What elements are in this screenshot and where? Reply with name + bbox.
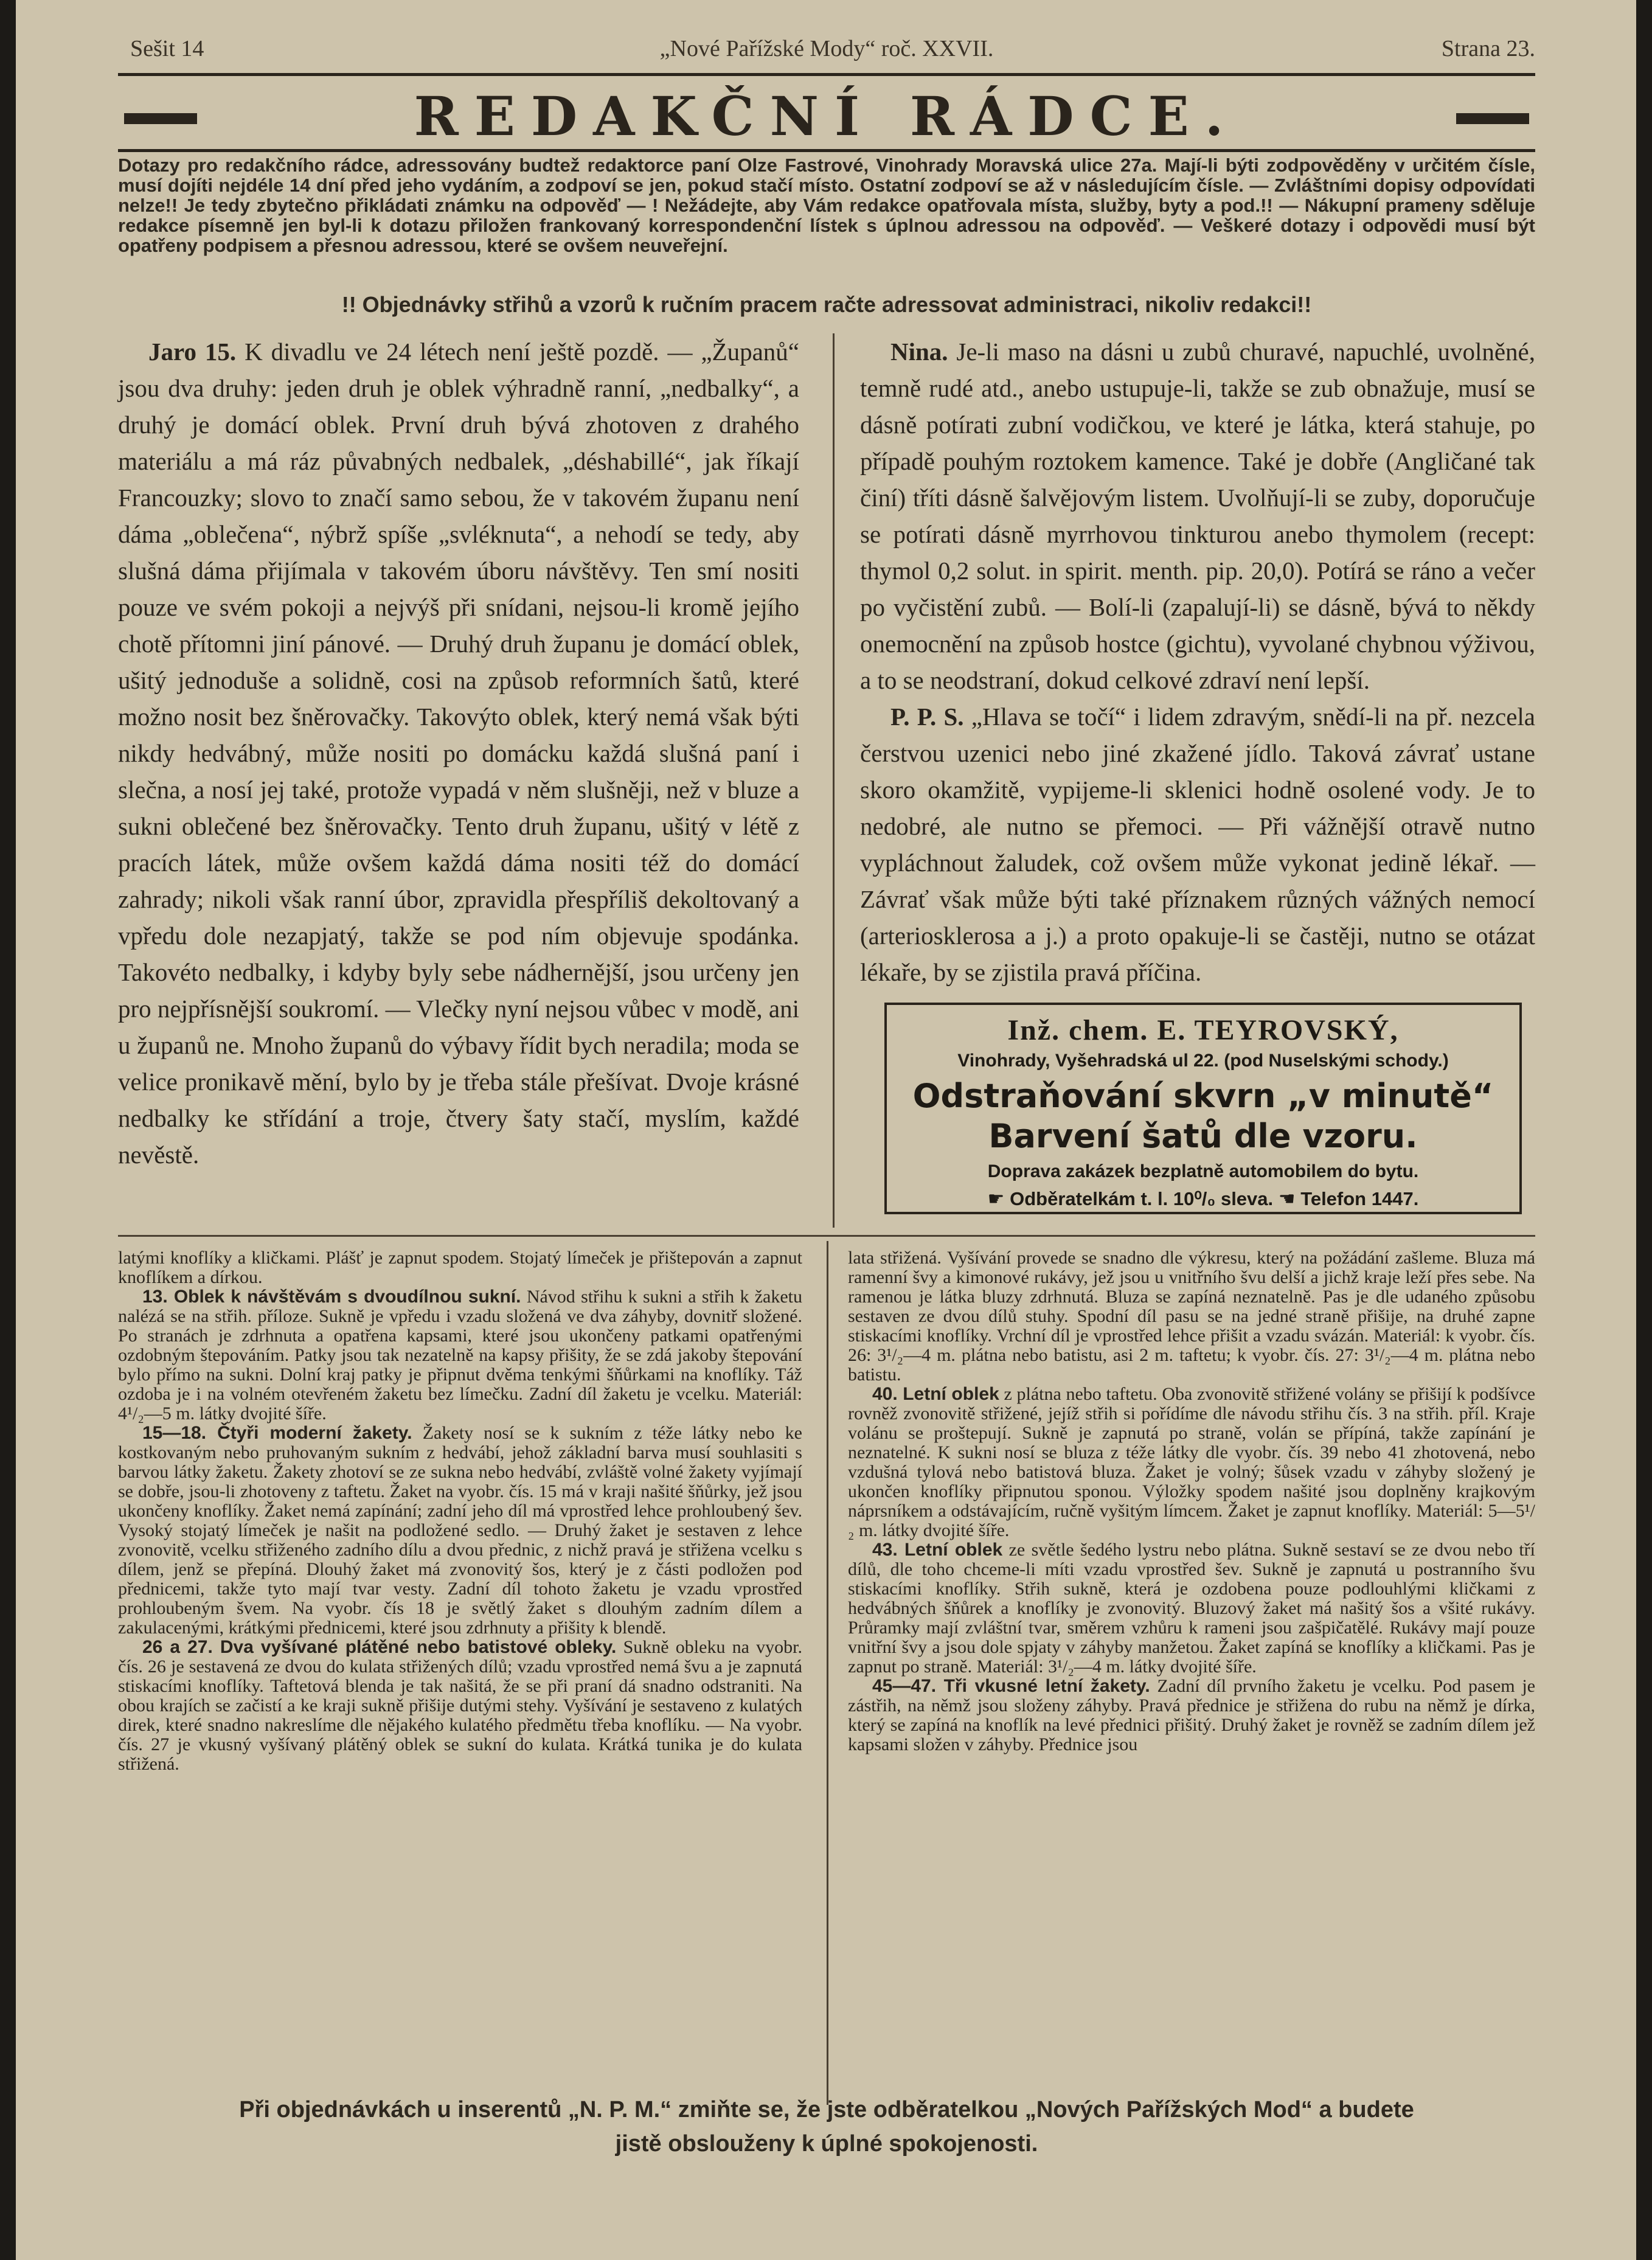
pattern-lead: 26 a 27. Dva vyšívané plátěné nebo batistové obleky.: [142, 1637, 617, 1657]
title-dash-right: ▬▬: [1456, 91, 1529, 132]
answer-text: K divadlu ve 24 létech není ještě pozdě. — „Županů“ jsou dva druhy: jeden druh je oblek výhradně ranní, „nedbalky“, a druhý je domácí oblek. První druh bývá zhotoven z drahého materiálu a má ráz půvabných nedbalek, „déshabillé“, jak říkají Francouzky; slovo to značí samo sebou, že v takovém županu není dáma „oblečena“, nýbrž spíše „svléknuta“, a nehodí se tedy, aby slušná dáma přijímala v takovém úboru návštěvy. Ten smí nositi pouze ve svém pokoji a nejvýš při snídani, nejsou-li kromě jejího chotě přítomni jiní pánové. — Druhý druh županu je domácí oblek, ušitý jednoduše a solidně, cosi na způsob reformních šatů, které možno nosit bez šněrovačky. Takovýto oblek, který nemá však býti nikdy hedvábný, může nositi po domácku každá slušná paní i slečna, a nosí jej také, protože vypadá v něm slušněji, než v bluze a sukni oblečené bez šněrovačky. Tento druh županu, ušitý v létě z pracích látek, může ovšem každá dáma nositi též do domácí zahrady; nikoli však ranní úbor, zpravidla přespříliš dekoltovaný a vpředu dole nezapjatý, takže se pod ním objevuje spodánka. Takovéto nedbalky, i kdyby byly sebe nádhernější, jsou určeny jen pro nejpřísnější soukromí. — Vlečky nyní nejsou vůbec v modě, ani u županů ne. Mnoho županů do výbavy řídit bych neradila; moda se velice pronikavě mění, bylo by je třeba stále přešívat. Dvoje krásné nedbalky ke střídání a troje, čtvery šaty stačí, myslím, každé nevěstě.: [118, 338, 800, 1169]
answer-jaro: [118, 333, 799, 1173]
pattern-26-27: [118, 1638, 802, 1774]
pattern-lead: 13. Oblek k návštěvám s dvoudílnou sukní.: [142, 1287, 521, 1307]
ad-headline-stains: Odstraňování skvrn „v minutě“: [912, 1077, 1494, 1115]
column-divider: [827, 1241, 828, 2105]
ad-phone: Telefon 1447.: [1300, 1188, 1419, 1209]
title-dash-left: ▬▬: [124, 91, 197, 132]
horizontal-divider: [118, 1235, 1535, 1237]
pattern-lead: 40. Letní oblek: [872, 1384, 999, 1404]
ad-footer: [887, 1188, 1519, 1210]
pointing-hand-icon: ☛: [987, 1188, 1005, 1210]
pattern-40: [848, 1385, 1535, 1540]
answer-lead: Jaro 15.: [148, 338, 237, 366]
pattern-text: lata střižená. Vyšívání provede se snadno dle výkresu, který na požádání zašleme. Bluza má ramenní švy a kimonové rukávy, jež jsou u vnitřního švu delší a jichž kraje leží přes sebe. Na ramenou je látka bluzy zdrhnutá. Bluza se zapíná neznatelně. Pas je dle udaného způsobu sestaven ze dvou dílů stuhy. Spodní díl pasu se na jedné straně přišije, na druhé zapne stiskacími knoflíky. Vrchní díl je vprostřed lehce přišit a vzadu svázán. Materiál: k vyobr. čís. 26: 3¹/₂—4 m. plátna nebo batistu, asi 2 m. taftetu; k vyobr. čís. 27: 3¹/₂—4 m. plátna nebo batistu.: [848, 1248, 1535, 1385]
ad-company-name: Inž. chem. E. TEYROVSKÝ,: [1007, 1014, 1399, 1046]
answer-column-left: [118, 333, 799, 1173]
pattern-text: z plátna nebo taftetu. Oba zvonovitě střižené volány se přišijí k podšívce rovněž zvonovitě střižené, jejíž střih si pořídíme dle návodu střihu čís. 3 na střih. příl. Kraje volánu se proštepují. Sukně je zapnutá po straně, volán se přípíná, takže zapínání je neznatelné. K sukni nosí se bluza z téže látky dle vyobr. čís. 39 nebo 41 zhotovená, nebo vzdušná tylová nebo batistová bluza. Žaket je volný; šůsek vzadu v záhyby složený je ukončen knoflíky připnutou sponou. Výložky spodem našité jsou doplněny krajkovým náprsníkem a odstávajícím, ručně vyšitým límcem. Žaket je zapnut knoflíky. Materiál: 5—5¹/₂ m. látky dvojité šíře.: [848, 1384, 1536, 1540]
pattern-15-18: [118, 1424, 802, 1638]
running-header: [118, 35, 1535, 67]
ad-delivery: Doprava zakázek bezplatně automobilem do bytu.: [987, 1161, 1419, 1181]
column-divider: [833, 333, 835, 1228]
pattern-text: Návod střihu k sukni a střih k žaketu nalézá se na střih. příloze. Sukně je vpředu i vzadu složená ve dva záhyby, dovnitř složené. Po stranách je zdrhnuta a opatřena kapsami, které jsou ukončeny patkami opatřenými ozdobným štepováním. Patky jsou tak nezatelně na kapsy přišity, že se zdá jakoby štepování bylo přímo na sukni. Dolní kraj patky je připnut dvěma tenkými šňůrkami na knoflíky. Táž ozdoba je i na volném otevřeném žaketu bez límečku. Zadní díl žaketu je vcelku. Materiál: 4¹/₂—5 m. látky dvojité šíře.: [118, 1287, 802, 1424]
pattern-lead: 45—47. Tři vkusné letní žakety.: [872, 1676, 1150, 1696]
page-content: [118, 0, 1535, 2260]
answer-text: Je-li maso na dásni u zubů churavé, napuchlé, uvolněné, temně rudé atd., anebo ustupuje-li, takže se zub obnažuje, musí se dásně potírati zubní vodičkou, ve které je látka, která stahuje, po případě pouhým roztokem kamence. Také je dobře (Angličané tak činí) tříti dásně šalvějovým listem. Uvolňují-li se zuby, doporučuje se potírati dásně myrrhovou tinkturou anebo thymolem (recept: thymol 0,2 solut. in spirit. menth. pip. 20,0). Potírá se ráno a večer po vyčistění zubů. — Bolí-li (zapalují-li) se dásně, bývá to někdy onemocnění na způsob hostce (gichtu), vyvolané chybnou výživou, a to se neodstraní, dokud celkové zdraví není lepší.: [860, 338, 1536, 694]
pattern-43: [848, 1540, 1535, 1677]
editorial-notice: Dotazy pro redakčního rádce, adressovány budtež redaktorce paní Olze Fastrové, Vinohrady Moravská ulice 27a. Mají-li býti zodpověděny v určitém čísle, musí dojíti nejdéle 14 dní před jeho vydáním, a zodpoví se jen, pokud stačí místo. Ostatní zodpoví se až v následujícím čísle. — Zvláštními dopisy odpovídati nelze!! Je tedy zbytečno přikládati známku na odpověď — ! Nežádejte, aby Vám redakce opatřovala místa, služby, byty a pod.!! — Nákupní prameny sděluje redakce písemně jen byl-li k dotazu přiložen frankovaný korrespondenční lístek s úplnou adressou na odpověď. — Veškeré dotazy i odpovědi musí být opatřeny podpisem a přesnou adressou, které se ovšem neuveřejní.: [118, 155, 1535, 256]
ad-discount: Odběratelkám t. l. 10⁰/₀ sleva.: [1010, 1188, 1274, 1209]
pattern-text: Žakety nosí se k sukním z téže látky nebo ke kostkovaným nebo pruhovaným sukním z hedvábí, jehož základní barva musí souhlasiti s barvou látky žaketu. Žakety zhotoví se ze sukna nebo hedvábí, zvláště volné žakety vyjímají se dobře, jsou-li zhotoveny z taftetu. Žaket na vyobr. čís. 15 má v kraji našité šňůrky, jež jsou ukončeny knoflíky. Žaket nemá zapínání; zadní jeho díl má vprostřed lehce prohloubený šev. Vysoký stojatý límeček je našit na podložené sedlo. — Druhý žaket je sestaven z lehce zvonovitě, vcelku střiženého zadního dílu a dvou přednic, z nichž pravá je střižena vcelku s dílem, jenž se přepíná. Dlouhý žaket má zvonovitý šos, který je z části podložen pod přednicemi, takže tyto mají tvar vesty. Zadní díl tohoto žaketu je vzadu vprostřed prohloubeným švem. Na vyobr. čís 18 je světlý žaket s dlouhým zadním dílem a zakulacenými, krátkými přednicemi, které jsou zdrhnuty a přišity k blendě.: [118, 1423, 802, 1638]
pattern-text: latými knoflíky a kličkami. Plášť je zapnut spodem. Stojatý límeček je přištepován a zapnut knoflíkem a dírkou.: [118, 1248, 802, 1287]
answer-lead: Nina.: [890, 338, 948, 366]
newspaper-page: [16, 0, 1636, 2260]
magazine-title: „Nové Pařížské Mody“ roč. XXVII.: [659, 36, 994, 61]
pattern-text: ze světle šedého lystru nebo plátna. Sukně sestaví se ze dvou nebo tří dílů, dle toho chceme-li míti vzadu vprostřed šev. Sukně je zapnutá u postranního švu stiskacími knoflíky. Střih sukně, která je ozdobena pouze podlouhlými kličkami z hedvábných šňůrek a knoflíky je zvonovitý. Bluzový žaket má našitý šos a všité rukávy. Průramky mají zvláštní tvar, směrem vzhůru k rameni jsou zašpičatělé. Rukávy mají pouze vnitřní švy a jsou dole spjaty v záhyby manžetou. Žaket zapíná se knoflíky a kličkami. Pas je zapnut po straně. Materiál: 3¹/₂—4 m. látky dvojité šíře.: [848, 1540, 1535, 1677]
pattern-column-left: [118, 1248, 802, 1774]
answer-pps: [860, 698, 1535, 990]
footer-notice: [118, 2093, 1535, 2161]
footer-line-1: Při objednávkách u inserentů „N. P. M.“ zmiňte se, že jste odběratelkou „Nových Pařížských Mod“ a budete: [239, 2097, 1414, 2123]
pattern-text: Zadní díl prvního žaketu je vcelku. Pod pasem je zástřih, na němž jsou složeny záhyby. Pravá přednice je střižena do rubu na němž je dírka, který se zapíná na knoflík na levé přednici přišitý. Druhý žaket je rovněž se zadním dílem jež kapsami složen v záhyby. Přednice jsou: [848, 1676, 1536, 1754]
answer-text: „Hlava se točí“ i lidem zdravým, snědí-li na př. nezcela čerstvou uzenici nebo jiné zkažené jídlo. Taková závrať ustane skoro okamžitě, vypijeme-li sklenici hodně osolené vody. Je to nedobré, ale nutno se přemoci. — Při vážnější otravě nutno vypláchnout žaludek, což ovšem může vykonat jedině lékař. — Závrať však může býti také příznakem různých vážných nemocí (arteriosklerosa a j.) a proto opakuje-li se častěji, nutno se otázat lékaře, by se zjistila pravá příčina.: [860, 703, 1536, 986]
ordering-notice: !! Objednávky střihů a vzorů k ručním pracem račte adressovat administraci, nikoliv redakci!!: [341, 292, 1312, 317]
footer-line-2: jistě obslouženy k úplné spokojenosti.: [615, 2131, 1038, 2157]
answer-column-right: [860, 333, 1535, 990]
pattern-45-47: [848, 1677, 1535, 1754]
advertisement-box: [884, 1003, 1522, 1214]
pointing-hand-icon: ☚: [1278, 1188, 1296, 1210]
ad-address: Vinohrady, Vyšehradská ul 22. (pod Nuselskými schody.): [957, 1051, 1449, 1071]
section-title-bar: [118, 73, 1535, 152]
pattern-column-right: [848, 1248, 1535, 1754]
issue-number: Sešit 14: [130, 36, 204, 61]
answer-lead: P. P. S.: [890, 703, 964, 731]
answer-nina: [860, 333, 1535, 698]
pattern-lead: 15—18. Čtyři moderní žakety.: [142, 1423, 412, 1443]
ad-headline-dyeing: Barvení šatů dle vzoru.: [988, 1117, 1418, 1155]
pattern-lead: 43. Letní oblek: [872, 1540, 1003, 1560]
section-title: REDAKČNÍ RÁDCE.: [414, 85, 1240, 148]
pattern-text: Sukně obleku na vyobr. čís. 26 je sestavená ze dvou do kulata střižených dílů; vzadu vprostřed nemá švu a je zapnutá stiskacími knoflíky. Taftetová blenda je tak našitá, že se při praní dá snadno odstraniti. Na obou krajích se začistí a ke kraji sukně přišije dutými stehy. Vyšívání je sestaveno z kulatých direk, které snadno nakreslíme dle nějakého kulatého předmětu třeba knoflíku. — Na vyobr. čís. 27 je vkusný vyšívaný plátěný oblek se sukní do kulata. Krátká tunika je do kulata střižená.: [118, 1637, 802, 1774]
pattern-13: [118, 1287, 802, 1424]
page-number: Strana 23.: [1441, 36, 1535, 61]
